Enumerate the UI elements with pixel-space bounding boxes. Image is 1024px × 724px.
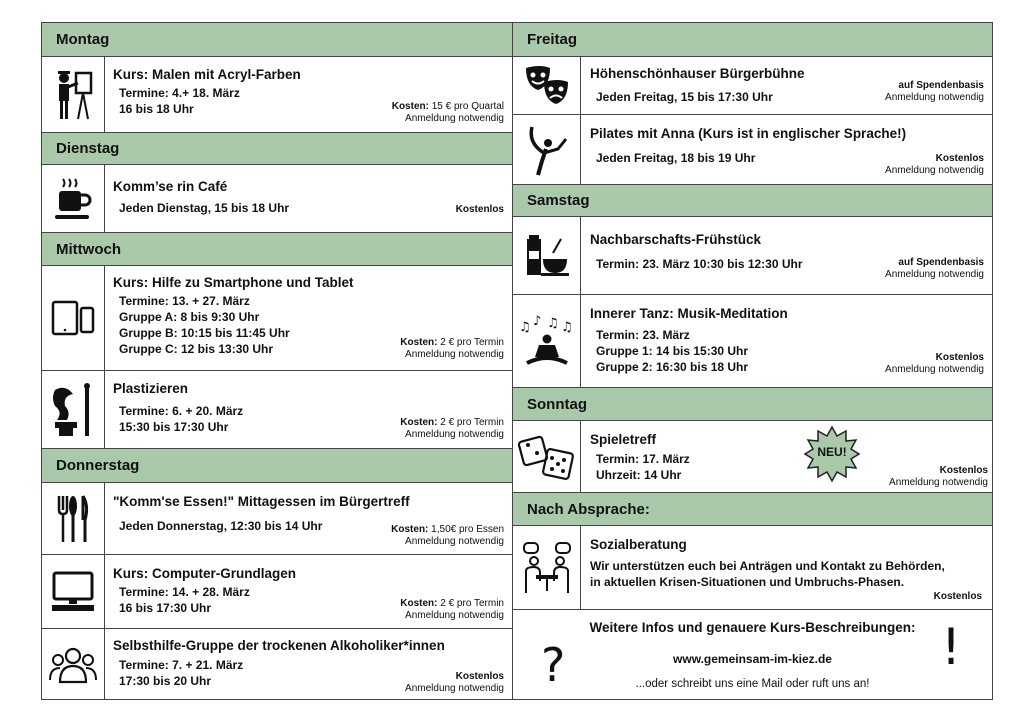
detail-line: Termine: 7. + 21. März <box>119 658 244 672</box>
cost-label: Kostenlos <box>455 204 504 215</box>
left-column <box>41 22 513 700</box>
day-heading-samstag: Samstag <box>513 185 992 217</box>
registration-note: Anmeldung notwendig <box>405 683 504 694</box>
cost-value: 1,50€ pro Essen <box>431 524 504 535</box>
cost-info <box>400 417 504 441</box>
event-spieletreff <box>513 421 992 493</box>
new-badge-label: NEU! <box>817 445 847 459</box>
painter-icon <box>42 57 105 132</box>
cost-info <box>889 465 988 489</box>
event-title: Selbsthilfe-Gruppe der trockenen Alkoholiker*innen <box>113 638 445 653</box>
event-musik-meditation <box>513 295 992 388</box>
event-title: Plastizieren <box>113 381 189 396</box>
event-sozialberatung <box>513 526 992 610</box>
cost-info <box>934 591 982 603</box>
event-details <box>596 451 690 483</box>
new-badge <box>803 425 861 483</box>
event-title: "Komm'se Essen!" Mittagessen im Bürgertreff <box>113 494 410 509</box>
detail-line: in aktuellen Krisen-Situationen und Umbruchs-Phasen. <box>590 575 905 589</box>
detail-line: Gruppe 2: 16:30 bis 18 Uhr <box>596 360 749 374</box>
event-title: Komm’se rin Café <box>113 179 228 194</box>
detail-line: Gruppe A: 8 bis 9:30 Uhr <box>119 310 260 324</box>
event-title: Pilates mit Anna (Kurs ist in englischer Sprache!) <box>590 126 907 141</box>
detail-line: Termin: 23. März 10:30 bis 12:30 Uhr <box>596 257 803 271</box>
event-details <box>119 403 243 435</box>
detail-line: 16 bis 18 Uhr <box>119 102 194 116</box>
registration-note: Anmeldung notwendig <box>405 610 504 621</box>
event-details <box>596 150 755 166</box>
cost-info <box>391 524 504 548</box>
cost-value: 15 € pro Quartal <box>431 101 504 112</box>
event-title: Sozialberatung <box>590 537 687 552</box>
cost-label: Kosten: <box>400 598 438 609</box>
exclamation-icon: ! <box>941 618 962 676</box>
cost-label: Kosten: <box>391 524 429 535</box>
info-box <box>513 610 992 700</box>
day-heading-dienstag: Dienstag <box>42 133 512 165</box>
event-details <box>119 85 240 117</box>
detail-line: Gruppe 1: 14 bis 15:30 Uhr <box>596 344 749 358</box>
cost-value: 2 € pro Termin <box>440 417 504 428</box>
event-title: Kurs: Malen mit Acryl-Farben <box>113 67 301 82</box>
breakfast-icon <box>513 217 581 294</box>
detail-line: Jeden Freitag, 18 bis 19 Uhr <box>596 151 756 165</box>
event-fruehstueck <box>513 217 992 295</box>
event-details <box>119 518 322 534</box>
event-computer <box>42 555 512 629</box>
computer-icon <box>42 555 105 628</box>
group-icon <box>42 629 105 699</box>
cost-label: Kosten: <box>400 417 438 428</box>
coffee-cup-icon <box>42 165 105 232</box>
info-title: Weitere Infos und genauere Kurs-Beschreibungen: <box>589 620 916 635</box>
cost-value: 2 € pro Termin <box>440 598 504 609</box>
detail-line: Termine: 6. + 20. März <box>119 404 244 418</box>
detail-line: Termine: 14. + 28. März <box>119 585 250 599</box>
detail-line: 15:30 bis 17:30 Uhr <box>119 420 229 434</box>
tablet-phone-icon <box>42 266 105 370</box>
detail-line: Jeden Freitag, 15 bis 17:30 Uhr <box>596 90 773 104</box>
question-mark-icon: ? <box>541 638 566 692</box>
detail-line: Termine: 13. + 27. März <box>119 294 250 308</box>
detail-line: Termin: 17. März <box>596 452 690 466</box>
cost-label: Kosten: <box>400 337 438 348</box>
event-smartphone <box>42 266 512 371</box>
event-buergerbuehne <box>513 57 992 115</box>
cost-label: auf Spendenbasis <box>898 80 984 91</box>
event-pilates <box>513 115 992 185</box>
detail-line: Termin: 23. März <box>596 328 690 342</box>
detail-line: 16 bis 17:30 Uhr <box>119 601 212 615</box>
registration-note: Anmeldung notwendig <box>405 349 504 360</box>
event-details <box>596 256 803 272</box>
cost-info <box>885 153 984 177</box>
event-title: Kurs: Hilfe zu Smartphone und Tablet <box>113 275 354 290</box>
svg-text:♫: ♫ <box>546 316 559 331</box>
cost-info <box>400 337 504 361</box>
event-malen <box>42 57 512 133</box>
cost-label: Kostenlos <box>935 352 984 363</box>
pilates-icon <box>513 115 581 184</box>
registration-note: Anmeldung notwendig <box>889 477 988 488</box>
event-title: Spieletreff <box>590 432 657 447</box>
sculpture-icon <box>42 371 105 448</box>
detail-line: Gruppe B: 10:15 bis 11:45 Uhr <box>119 326 290 340</box>
registration-note: Anmeldung notwendig <box>885 92 984 103</box>
detail-line: 17:30 bis 20 Uhr <box>119 674 212 688</box>
cost-label: Kosten: <box>391 101 429 112</box>
cost-info <box>405 671 504 695</box>
detail-line: Jeden Donnerstag, 12:30 bis 14 Uhr <box>119 519 323 533</box>
dice-icon <box>513 421 581 492</box>
day-heading-sonntag: Sonntag <box>513 388 992 421</box>
day-heading-mittwoch: Mittwoch <box>42 233 512 266</box>
cutlery-icon <box>42 483 105 554</box>
detail-line: Jeden Dienstag, 15 bis 18 Uhr <box>119 201 290 215</box>
registration-note: Anmeldung notwendig <box>405 429 504 440</box>
detail-line: Uhrzeit: 14 Uhr <box>596 468 682 482</box>
registration-note: Anmeldung notwendig <box>405 536 504 547</box>
event-mittagessen <box>42 483 512 555</box>
registration-note: Anmeldung notwendig <box>885 269 984 280</box>
day-heading-freitag: Freitag <box>513 23 992 57</box>
cost-info <box>392 101 504 125</box>
website-link[interactable]: www.gemeinsam-im-kiez.de <box>673 652 832 666</box>
event-title: Nachbarschafts-Frühstück <box>590 232 762 247</box>
event-cafe <box>42 165 512 233</box>
event-details <box>596 327 748 375</box>
registration-note: Anmeldung notwendig <box>405 113 504 124</box>
svg-text:♫: ♫ <box>560 320 573 335</box>
meditation-icon <box>513 295 581 387</box>
cost-label: Kostenlos <box>939 465 988 476</box>
cost-info <box>456 204 504 216</box>
event-title: Kurs: Computer-Grundlagen <box>113 566 297 581</box>
event-details <box>119 200 289 216</box>
cost-label: Kostenlos <box>455 671 504 682</box>
event-details <box>119 584 250 616</box>
event-details <box>119 657 243 689</box>
registration-note: Anmeldung notwendig <box>885 165 984 176</box>
registration-note: Anmeldung notwendig <box>885 364 984 375</box>
day-heading-donnerstag: Donnerstag <box>42 449 512 483</box>
cost-label: Kostenlos <box>933 591 982 602</box>
cost-info <box>885 257 984 281</box>
cost-info <box>400 598 504 622</box>
cost-label: auf Spendenbasis <box>898 257 984 268</box>
event-title: Innerer Tanz: Musik-Meditation <box>590 306 788 321</box>
detail-line: Termine: 4.+ 18. März <box>119 86 240 100</box>
day-heading-nach-absprache: Nach Absprache: <box>513 493 992 526</box>
cost-label: Kostenlos <box>935 153 984 164</box>
svg-text:♫: ♫ <box>518 320 531 335</box>
cost-info <box>885 80 984 104</box>
event-plastizieren <box>42 371 512 449</box>
day-heading-montag: Montag <box>42 23 512 57</box>
counseling-icon <box>513 526 581 609</box>
cost-info <box>885 352 984 376</box>
event-title: Höhenschönhauser Bürgerbühne <box>590 66 805 81</box>
event-details <box>119 293 290 357</box>
schedule-sheet <box>41 22 993 700</box>
event-details <box>590 558 945 590</box>
event-details <box>596 89 773 105</box>
event-selbsthilfe <box>42 629 512 699</box>
detail-line: Wir unterstützen euch bei Anträgen und Kontakt zu Behörden, <box>590 559 945 573</box>
contact-note: ...oder schreibt uns eine Mail oder ruft uns an! <box>635 678 870 690</box>
theater-masks-icon <box>513 57 581 114</box>
cost-value: 2 € pro Termin <box>440 337 504 348</box>
svg-text:♪: ♪ <box>532 315 541 329</box>
detail-line: Gruppe C: 12 bis 13:30 Uhr <box>119 342 274 356</box>
right-column <box>512 22 993 700</box>
